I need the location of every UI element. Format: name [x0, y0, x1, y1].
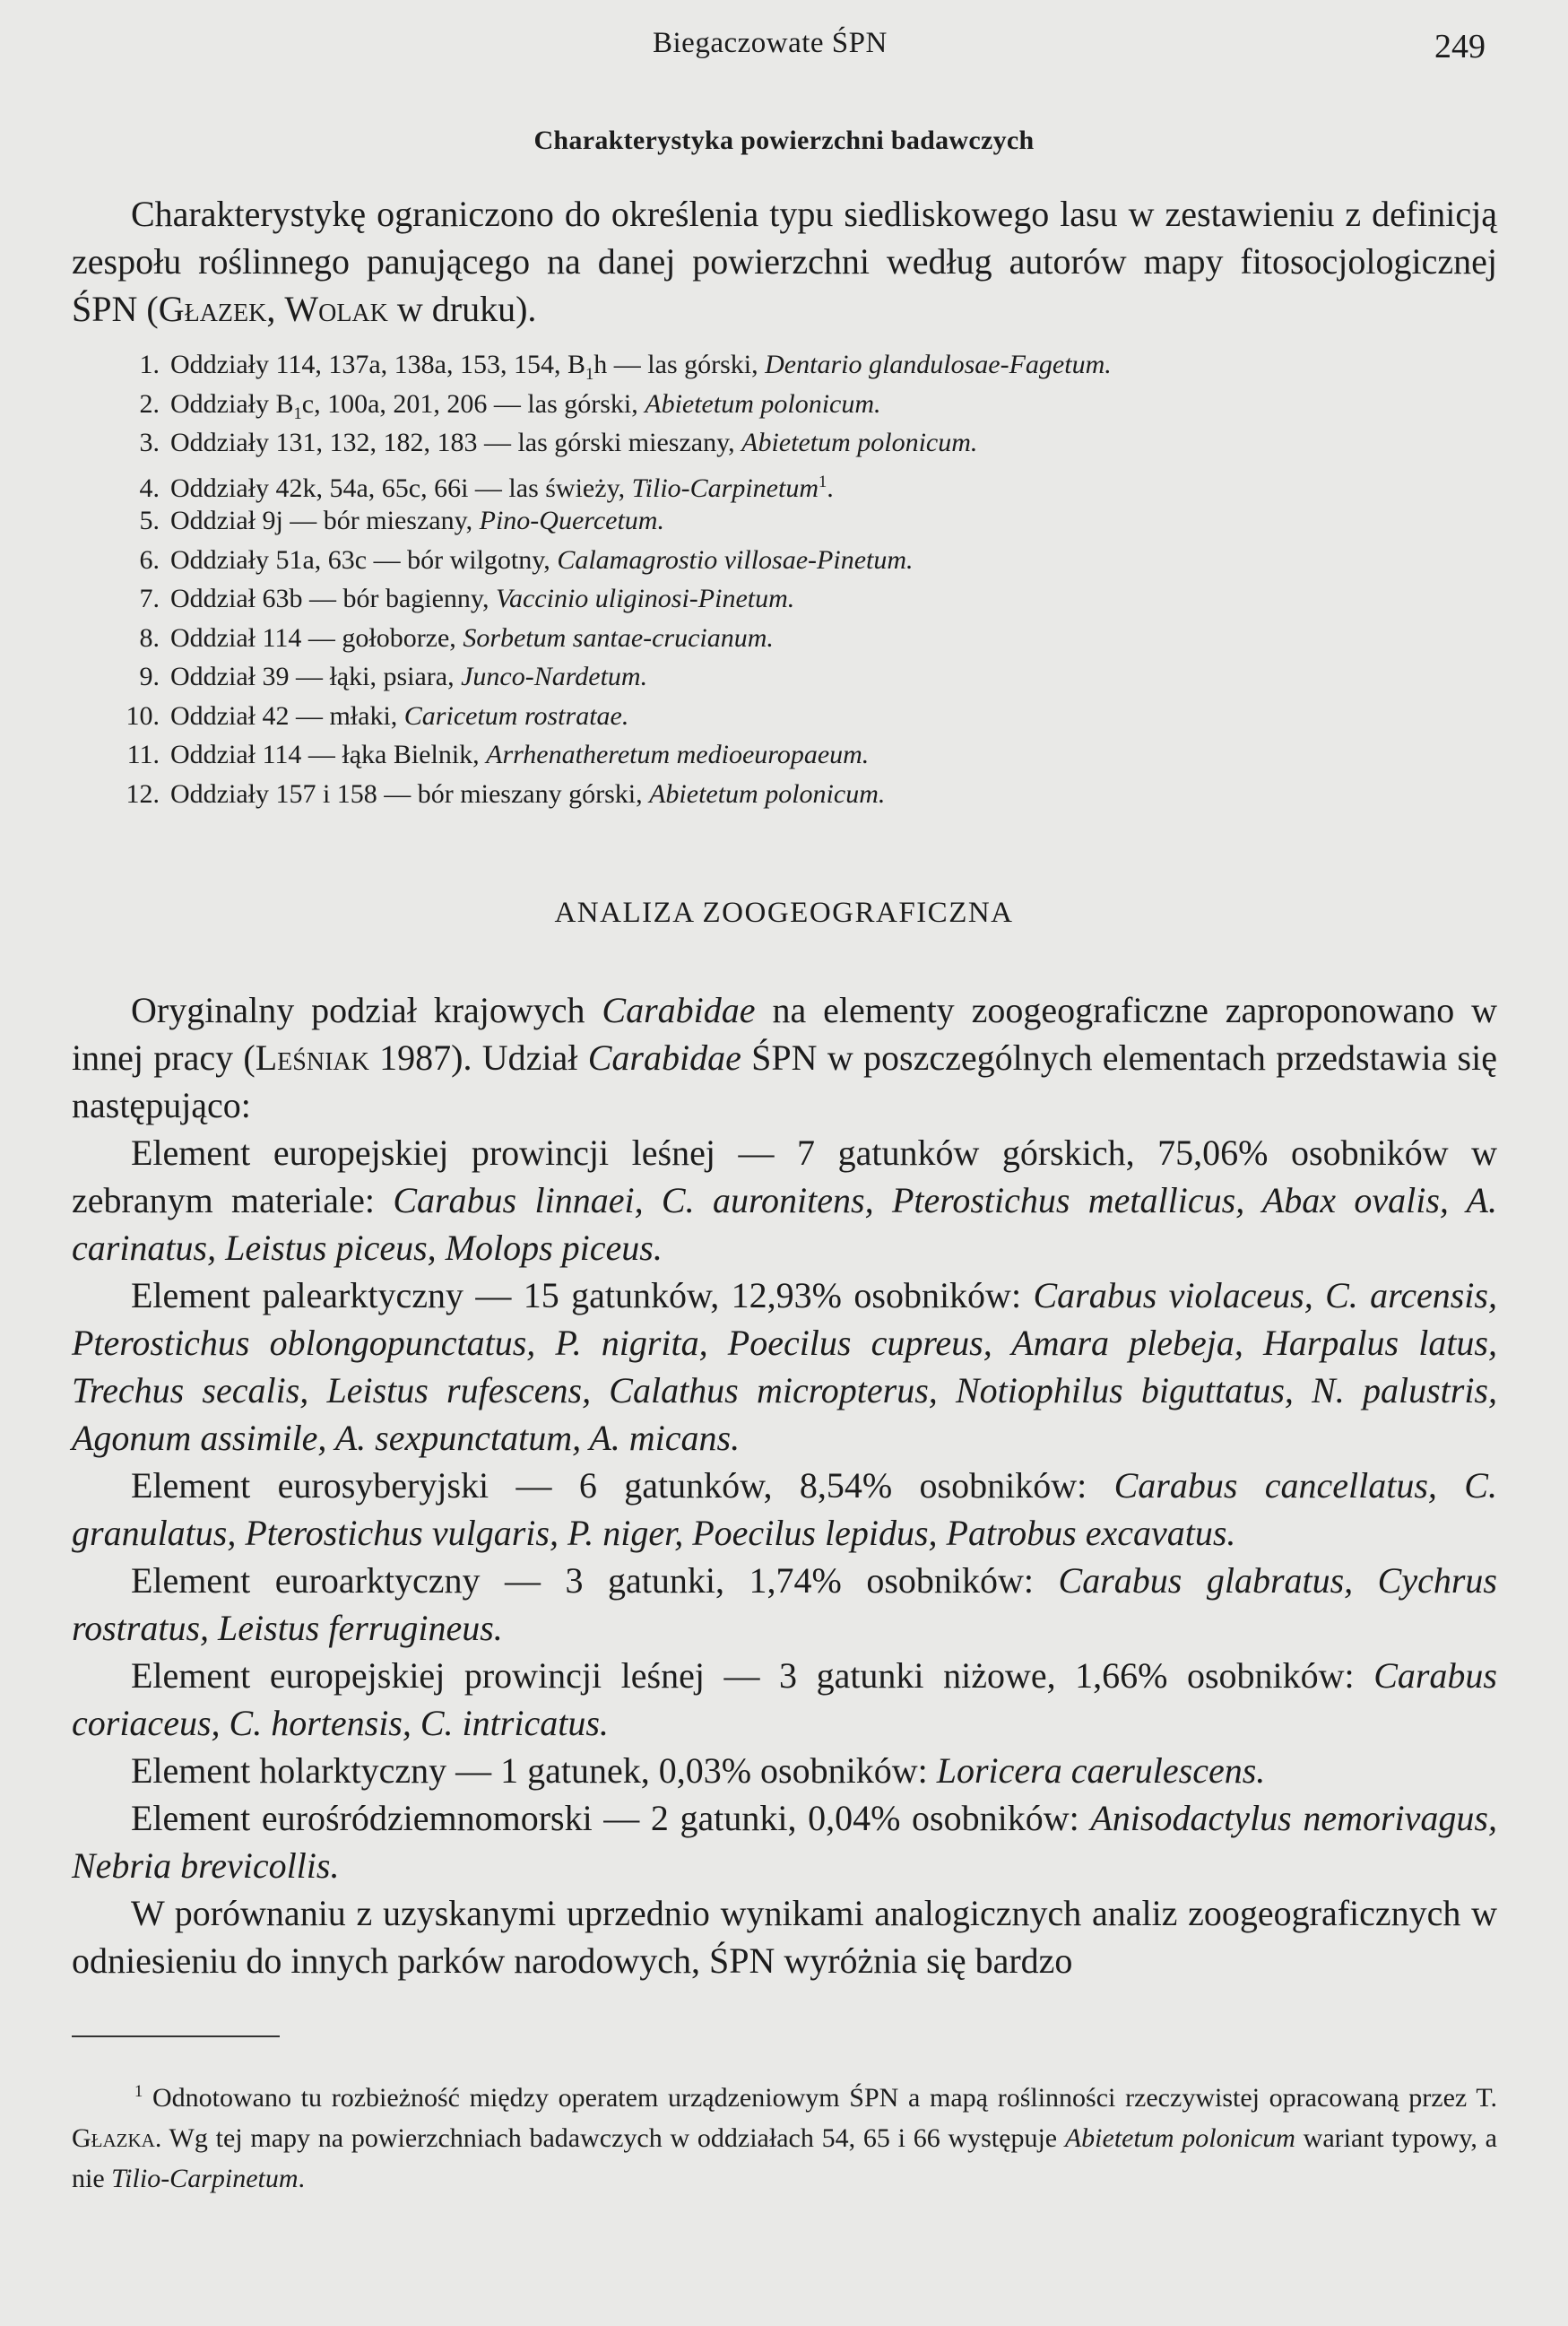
footnote-mark: 1	[134, 2082, 143, 2101]
running-head	[0, 27, 1568, 72]
list-item: 1. Oddziały 114, 137a, 138a, 153, 154, $B_1h$ — las górski, Dentario glandulosae-Fagetum.	[139, 350, 1112, 384]
footnote: $^1$ Odnotowano tu rozbieżność między operatem urządzeniowym ŚPN a mapą roślinności rzeczywistej opracowaną przez T. Głazka. Wg tej mapy na powierzchniach badawczych w oddziałach 54, 65 i 66 występuje Abietetum polonicum wariant typowy, a nie Tilio-Carpinetum.	[72, 2082, 1497, 2193]
element-paragraph: Element euroarktyczny — 3 gatunki, 1,74% osobników: Carabus glabratus, Cychrus rostratus, Leistus ferrugineus.	[72, 1560, 1498, 1648]
list-item: 2. Oddziały $B_1c$, 100a, 201, 206 — las górski, Abietetum polonicum.	[139, 388, 881, 423]
footnote-rule	[72, 2035, 280, 2037]
list-item: 3. Oddziały 131, 132, 182, 183 — las górski mieszany, Abietetum polonicum.	[139, 428, 978, 457]
author-name: Leśniak	[255, 1037, 369, 1078]
page-number: 249	[1434, 28, 1486, 65]
list-item: 10. Oddział 42 — młaki, Caricetum rostratae.	[126, 700, 629, 731]
closing-paragraph: W porównaniu z uzyskanymi uprzednio wynikami analogicznych analiz zoogeograficznych w odniesieniu do innych parków narodowych, ŚPN wyróżnia się bardzo	[72, 1893, 1497, 1981]
element-paragraph: Element holarktyczny — 1 gatunek, 0,03% osobników: Loricera caerulescens.	[131, 1750, 1266, 1791]
list-item: 6. Oddziały 51a, 63c — bór wilgotny, Calamagrostio villosae-Pinetum.	[139, 544, 914, 575]
element-paragraph: Element eurosyberyjski — 6 gatunków, 8,54% osobników: Carabus cancellatus, C. granulatus, Pterostichus vulgaris, P. niger, Poecilus lepidus, Patrobus excavatus.	[72, 1465, 1497, 1553]
section-title: ANALIZA ZOOGEOGRAFICZNA	[554, 897, 1014, 929]
list-item: 12. Oddziały 157 i 158 — bór mieszany górski, Abietetum polonicum.	[126, 778, 886, 809]
element-paragraph: Element europejskiej prowincji leśnej — 3 gatunki niżowe, 1,66% osobników: Carabus coriaceus, C. hortensis, C. intricatus.	[72, 1655, 1497, 1743]
element-paragraph: Element europejskiej prowincji leśnej — 7 gatunków górskich, 75,06% osobników w zebranym materiale: Carabus linnaei, C. auronitens, Pterostichus metallicus, Abax ovalis, A. carinatus, Leistus piceus, Molops piceus.	[72, 1133, 1497, 1268]
analysis-body	[72, 986, 1497, 1984]
element-paragraph: Element palearktyczny — 15 gatunków, 12,93% osobników: Carabus violaceus, C. arcensis, Pterostichus oblongopunctatus, P. nigrita, Poecilus cupreus, Amara plebeja, Harpalus latus, Trechus secalis, Leistus rufescens, Calathus micropterus, Notiophilus biguttatus, N. palustris, Agonum assimile, A. sexpunctatum, A. micans.	[72, 1275, 1497, 1458]
list-item: 8. Oddział 114 — gołoborze, Sorbetum santae-crucianum.	[139, 622, 774, 653]
section-heading: Charakterystyka powierzchni badawczych	[533, 126, 1035, 155]
author-name: Wolak	[284, 289, 388, 329]
author-name: Głazka	[72, 2123, 155, 2153]
plot-list	[72, 345, 1506, 813]
list-item: 9. Oddział 39 — łąki, psiara, Junco-Nardetum.	[139, 662, 648, 691]
list-item: 11. Oddział 114 — łąka Bielnik, Arrhenatheretum medioeuropaeum.	[126, 740, 870, 769]
intro-paragraph: Charakterystykę ograniczono do określenia typu siedliskowego lasu w zestawieniu z definicją zespołu roślinnego panującego na danej powierzchni według autorów mapy fitosocjologicznej ŚPN (Głazek, Wolak w druku).	[72, 194, 1497, 329]
author-name: Głazek	[158, 289, 267, 329]
list-item: 5. Oddział 9j — bór mieszany, Pino-Quercetum.	[139, 506, 664, 535]
list-item: 7. Oddział 63b — bór bagienny, Vaccinio uliginosi-Pinetum.	[139, 584, 795, 613]
footnote-reference: 1	[818, 472, 827, 491]
running-title: Biegaczowate ŚPN	[653, 27, 888, 59]
list-item: 4. Oddziały 42k, 54a, 65c, 66i — las świeży, Tilio-Carpinetum$^1$.	[139, 472, 834, 503]
analysis-intro: Oryginalny podział krajowych Carabidae na elementy zoogeograficzne zaproponowano w innej pracy (Leśniak 1987). Udział Carabidae ŚPN w poszczególnych elementach przedstawia się następująco:	[72, 990, 1497, 1125]
element-paragraph: Element eurośródziemnomorski — 2 gatunki, 0,04% osobników: Anisodactylus nemorivagus, Nebria brevicollis.	[72, 1798, 1497, 1886]
